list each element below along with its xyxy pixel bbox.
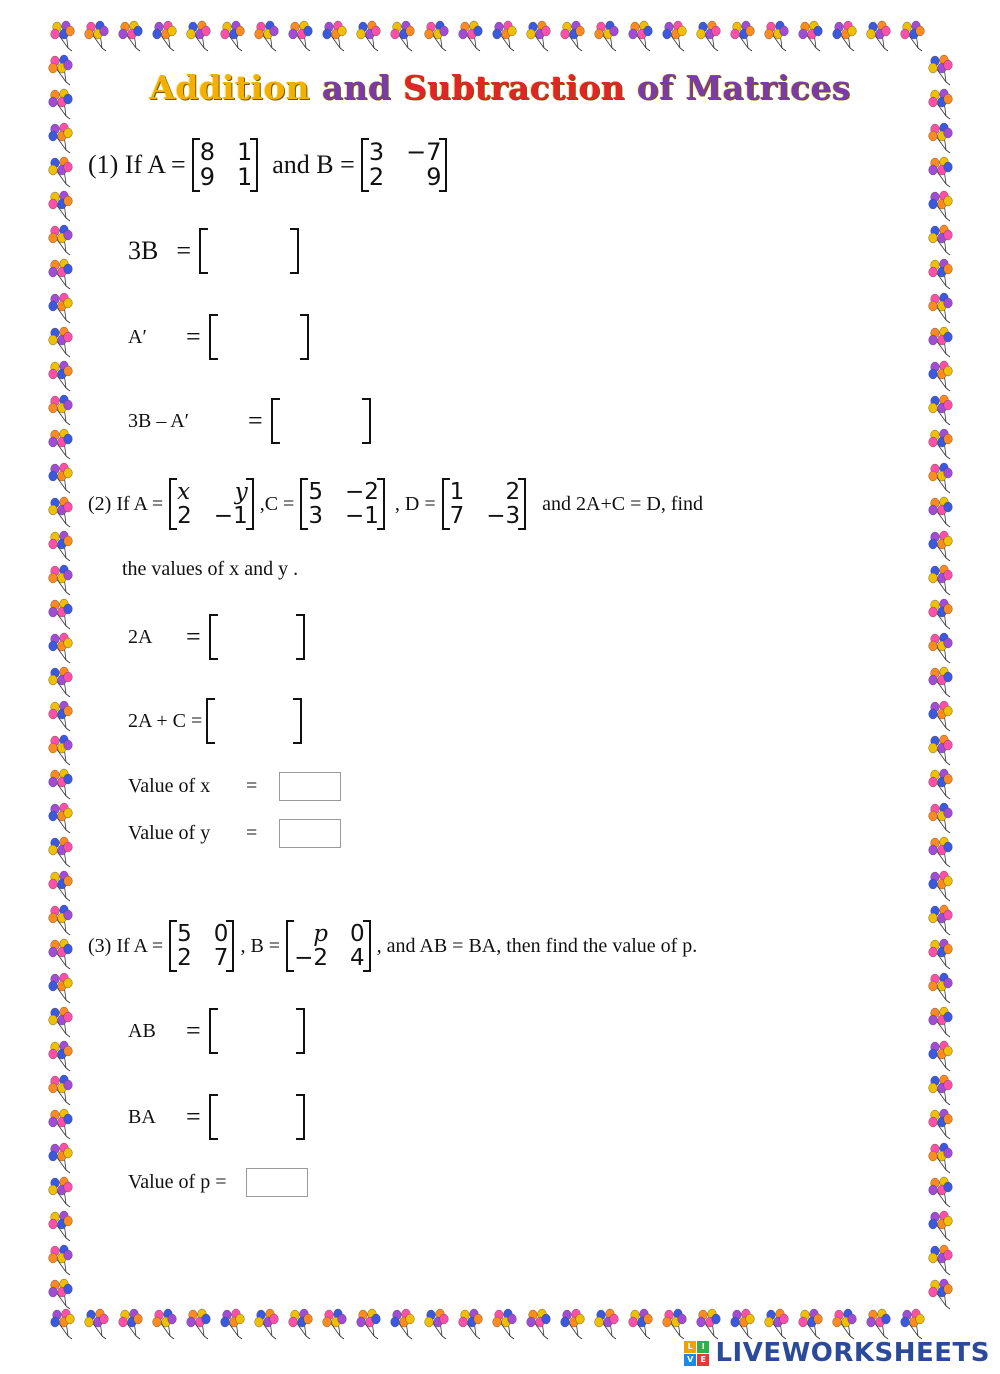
q1-matrix-a: 8 1 9 1 (192, 140, 259, 190)
q2-matrix-d: 1 2 7 −3 (442, 480, 527, 528)
balloon-bunch-icon (357, 21, 381, 51)
value-x-input[interactable] (279, 772, 341, 801)
balloon-bunch-icon (153, 1309, 177, 1339)
balloon-bunch-icon (49, 803, 73, 833)
balloon-bunch-icon (49, 463, 73, 493)
answer-matrix-ab[interactable] (209, 1008, 305, 1054)
balloon-bunch-icon (629, 21, 653, 51)
balloon-bunch-icon (49, 1279, 73, 1309)
q1-matrix-b: 3 −7 2 9 (361, 140, 448, 190)
balloon-bunch-icon (929, 633, 953, 663)
balloon-bunch-icon (929, 361, 953, 391)
value-y-input[interactable] (279, 819, 341, 848)
balloon-bunch-icon (929, 1245, 953, 1275)
balloon-bunch-icon (49, 191, 73, 221)
balloon-bunch-icon (49, 939, 73, 969)
balloon-bunch-icon (929, 123, 953, 153)
page-title: Addition and Subtraction of Matrices (149, 68, 851, 107)
answer-matrix-3b-minus-a[interactable] (271, 398, 371, 444)
answer-matrix-2a-plus-c[interactable] (206, 698, 302, 744)
balloon-bunch-icon (929, 599, 953, 629)
balloon-bunch-icon (929, 565, 953, 595)
q1-step-a-transpose: A′ = (128, 314, 309, 360)
q1-step-3b-minus-a: 3B – A′ = (128, 398, 371, 444)
balloon-bunch-icon (663, 1309, 687, 1339)
balloon-bunch-icon (49, 497, 73, 527)
balloon-bunch-icon (153, 21, 177, 51)
balloon-bunch-icon (929, 429, 953, 459)
balloon-bunch-icon (49, 327, 73, 357)
q2-matrix-a: x y 2 −1 (169, 480, 254, 528)
balloon-bunch-icon (49, 123, 73, 153)
balloon-bunch-icon (663, 21, 687, 51)
value-p-input[interactable] (246, 1168, 308, 1197)
balloon-bunch-icon (49, 905, 73, 935)
answer-matrix-ba[interactable] (209, 1094, 305, 1140)
q1-step-3b: 3B = (128, 228, 299, 274)
balloon-bunch-icon (929, 837, 953, 867)
balloon-bunch-icon (255, 1309, 279, 1339)
q3-matrix-b: p 0 −2 4 (286, 922, 371, 970)
balloon-bunch-icon (221, 1309, 245, 1339)
balloon-bunch-icon (833, 21, 857, 51)
balloon-bunch-icon (187, 1309, 211, 1339)
balloon-bunch-icon (527, 21, 551, 51)
balloon-bunch-icon (49, 225, 73, 255)
q3-step-ba: BA = (128, 1094, 305, 1140)
balloon-bunch-icon (49, 871, 73, 901)
balloon-bunch-icon (929, 497, 953, 527)
balloon-bunch-icon (49, 1211, 73, 1241)
balloon-bunch-icon (799, 1309, 823, 1339)
balloon-bunch-icon (221, 21, 245, 51)
balloon-bunch-icon (527, 1309, 551, 1339)
liveworksheets-badge-icon: L I V E (684, 1341, 709, 1366)
balloon-bunch-icon (49, 1245, 73, 1275)
balloon-bunch-icon (493, 1309, 517, 1339)
balloon-bunch-icon (929, 735, 953, 765)
balloon-bunch-icon (425, 21, 449, 51)
q2-value-x-row: Value of x = (128, 772, 341, 801)
balloon-bunch-icon (561, 1309, 585, 1339)
answer-matrix-3b[interactable] (199, 228, 299, 274)
balloon-bunch-icon (929, 531, 953, 561)
liveworksheets-logo: L I V E LIVEWORKSHEETS (684, 1338, 990, 1368)
balloon-bunch-icon (119, 21, 143, 51)
balloon-bunch-icon (459, 21, 483, 51)
balloon-bunch-icon (731, 1309, 755, 1339)
q2-step-2a: 2A = (128, 614, 305, 660)
balloon-bunch-icon (49, 1041, 73, 1071)
balloon-bunch-icon (49, 1177, 73, 1207)
balloon-bunch-icon (49, 701, 73, 731)
balloon-bunch-icon (49, 973, 73, 1003)
balloon-bunch-icon (929, 939, 953, 969)
q2-statement-line2: the values of x and y . (122, 558, 299, 580)
balloon-bunch-icon (561, 21, 585, 51)
q3-step-ab: AB = (128, 1008, 305, 1054)
balloon-bunch-icon (929, 1109, 953, 1139)
balloon-bunch-icon (323, 21, 347, 51)
balloon-bunch-icon (49, 1075, 73, 1105)
balloon-bunch-icon (49, 599, 73, 629)
balloon-bunch-icon (929, 905, 953, 935)
q2-matrix-c: 5 −2 3 −1 (300, 480, 385, 528)
balloon-bunch-icon (697, 1309, 721, 1339)
balloon-bunch-icon (765, 21, 789, 51)
balloon-bunch-icon (323, 1309, 347, 1339)
balloon-bunch-icon (929, 1007, 953, 1037)
balloon-bunch-icon (595, 21, 619, 51)
balloon-bunch-icon (929, 973, 953, 1003)
balloon-bunch-icon (929, 327, 953, 357)
balloon-bunch-icon (929, 1041, 953, 1071)
balloon-bunch-icon (49, 361, 73, 391)
balloon-bunch-icon (391, 21, 415, 51)
balloon-bunch-icon (85, 21, 109, 51)
balloon-bunch-icon (49, 259, 73, 289)
balloon-bunch-icon (929, 1211, 953, 1241)
balloon-bunch-icon (929, 1279, 953, 1309)
balloon-bunch-icon (929, 293, 953, 323)
balloon-bunch-icon (929, 1177, 953, 1207)
balloon-bunch-icon (929, 1075, 953, 1105)
balloon-bunch-icon (799, 21, 823, 51)
balloon-bunch-icon (629, 1309, 653, 1339)
balloon-bunch-icon (929, 701, 953, 731)
balloon-bunch-icon (867, 1309, 891, 1339)
q3-value-p-row: Value of p = (128, 1168, 308, 1197)
balloon-bunch-icon (49, 565, 73, 595)
balloon-bunch-icon (929, 259, 953, 289)
balloon-bunch-icon (595, 1309, 619, 1339)
balloon-bunch-icon (391, 1309, 415, 1339)
balloon-bunch-icon (49, 395, 73, 425)
balloon-bunch-icon (731, 21, 755, 51)
answer-matrix-2a[interactable] (209, 614, 305, 660)
balloon-bunch-icon (459, 1309, 483, 1339)
balloon-bunch-icon (929, 225, 953, 255)
balloon-bunch-icon (929, 463, 953, 493)
balloon-bunch-icon (493, 21, 517, 51)
balloon-bunch-icon (929, 871, 953, 901)
balloon-bunch-icon (867, 21, 891, 51)
balloon-bunch-icon (901, 1309, 925, 1339)
balloon-bunch-icon (289, 21, 313, 51)
balloon-bunch-icon (49, 1007, 73, 1037)
balloon-bunch-icon (289, 1309, 313, 1339)
balloon-bunch-icon (929, 191, 953, 221)
balloon-bunch-icon (929, 803, 953, 833)
q1-statement: (1) If A = 8 1 9 1 and B = 3 −7 2 9 (88, 140, 453, 190)
balloon-bunch-icon (49, 429, 73, 459)
balloon-bunch-icon (697, 21, 721, 51)
balloon-bunch-icon (901, 21, 925, 51)
balloon-bunch-icon (357, 1309, 381, 1339)
q3-statement: (3) If A = 5 0 2 7 , B = p 0 −2 4 , and AB = BA, then find the value of p. (88, 921, 698, 972)
balloon-bunch-icon (49, 157, 73, 187)
q3-matrix-a: 5 0 2 7 (169, 922, 234, 970)
balloon-bunch-icon (49, 633, 73, 663)
balloon-bunch-icon (49, 735, 73, 765)
balloon-bunch-icon (49, 531, 73, 561)
balloon-bunch-icon (425, 1309, 449, 1339)
balloon-bunch-icon (929, 667, 953, 697)
answer-matrix-a-transpose[interactable] (209, 314, 309, 360)
balloon-bunch-icon (51, 21, 75, 51)
balloon-bunch-icon (833, 1309, 857, 1339)
balloon-bunch-icon (765, 1309, 789, 1339)
balloon-bunch-icon (49, 293, 73, 323)
balloon-bunch-icon (51, 1309, 75, 1339)
balloon-bunch-icon (49, 837, 73, 867)
balloon-bunch-icon (49, 1143, 73, 1173)
balloon-bunch-icon (929, 769, 953, 799)
balloon-bunch-icon (85, 1309, 109, 1339)
balloon-bunch-icon (49, 667, 73, 697)
balloon-bunch-icon (929, 1143, 953, 1173)
balloon-bunch-icon (49, 769, 73, 799)
balloon-bunch-icon (119, 1309, 143, 1339)
q2-statement: (2) If A = x y 2 −1 ,C = 5 −2 3 −1 , D = 1 2 7 −3 and 2A+C = D, find (88, 479, 704, 530)
balloon-bunch-icon (255, 21, 279, 51)
q2-step-2a-plus-c: 2A + C = (128, 698, 302, 744)
balloon-bunch-icon (187, 21, 211, 51)
q2-value-y-row: Value of y = (128, 819, 341, 848)
balloon-bunch-icon (49, 1109, 73, 1139)
balloon-bunch-icon (929, 395, 953, 425)
balloon-bunch-icon (929, 157, 953, 187)
